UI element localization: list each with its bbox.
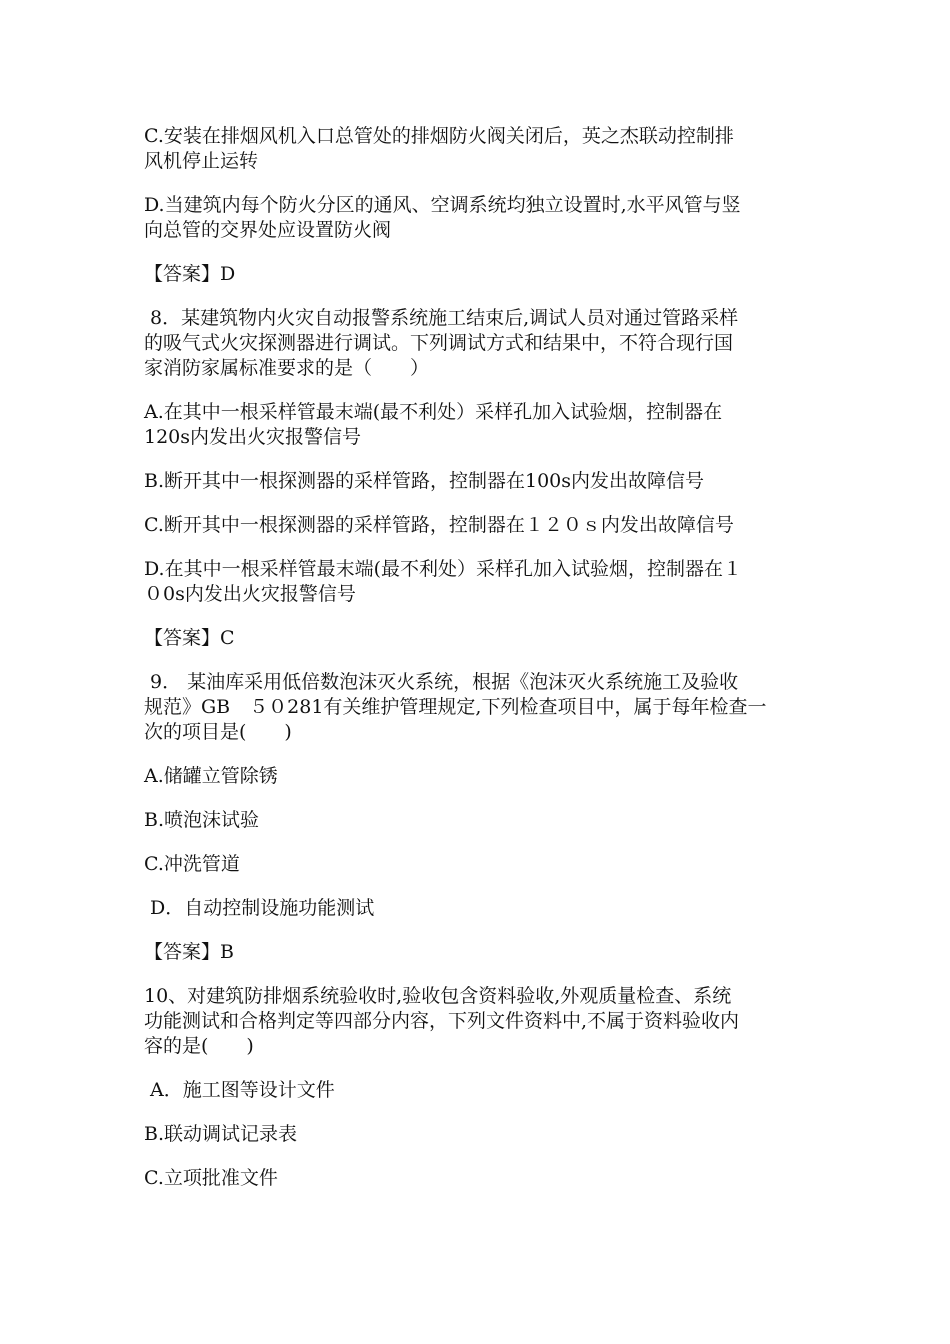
option-a-q10: A．施工图等设计文件: [144, 1079, 335, 1101]
option-d-q7: D.当建筑内每个防火分区的通风、空调系统均独立设置时,水平风管与竖 向总管的交界处应设置防火阀: [144, 194, 741, 241]
option-c-q8: C.断开其中一根探测器的采样管路，控制器在１２０ｓ内发出故障信号: [144, 514, 734, 536]
option-c-q10: C.立项批准文件: [144, 1167, 278, 1189]
option-c-q7: C.安装在排烟风机入口总管处的排烟防火阀关闭后，英之杰联动控制排 风机停止运转: [144, 125, 734, 172]
option-a-q8: A.在其中一根采样管最末端(最不利处）采样孔加入试验烟，控制器在 120s内发出火灾报警信号: [144, 401, 723, 448]
option-b-q10: B.联动调试记录表: [144, 1123, 298, 1145]
question-8: 8．某建筑物内火灾自动报警系统施工结束后,调试人员对通过管路采样 的吸气式火灾探测器进行调试。下列调试方式和结果中，不符合现行国 家消防家属标准要求的是（ ）: [144, 307, 739, 379]
option-c-q9: C.冲洗管道: [144, 853, 240, 875]
answer-q7: 【答案】D: [144, 263, 236, 285]
option-b-q9: B.喷泡沫试验: [144, 809, 260, 831]
answer-q9: 【答案】B: [144, 941, 234, 963]
document-body: [144, 124, 814, 1191]
answer-q8: 【答案】C: [144, 627, 235, 649]
question-10: 10、对建筑防排烟系统验收时,验收包含资料验收,外观质量检查、系统 功能测试和合格判定等四部分内容，下列文件资料中,不属于资料验收内 容的是( ): [144, 985, 740, 1057]
question-9: 9． 某油库采用低倍数泡沫灭火系统，根据《泡沫灭火系统施工及验收 规范》GB ５０281有关维护管理规定,下列检查项目中，属于每年检查一 次的项目是( ): [144, 671, 767, 743]
option-b-q8: B.断开其中一根探测器的采样管路，控制器在100s内发出故障信号: [144, 470, 705, 492]
option-d-q8: D.在其中一根采样管最末端(最不利处）采样孔加入试验烟，控制器在１ ０0s内发出火灾报警信号: [144, 558, 743, 605]
option-a-q9: A.储罐立管除锈: [144, 765, 278, 787]
option-d-q9: D．自动控制设施功能测试: [144, 897, 375, 919]
